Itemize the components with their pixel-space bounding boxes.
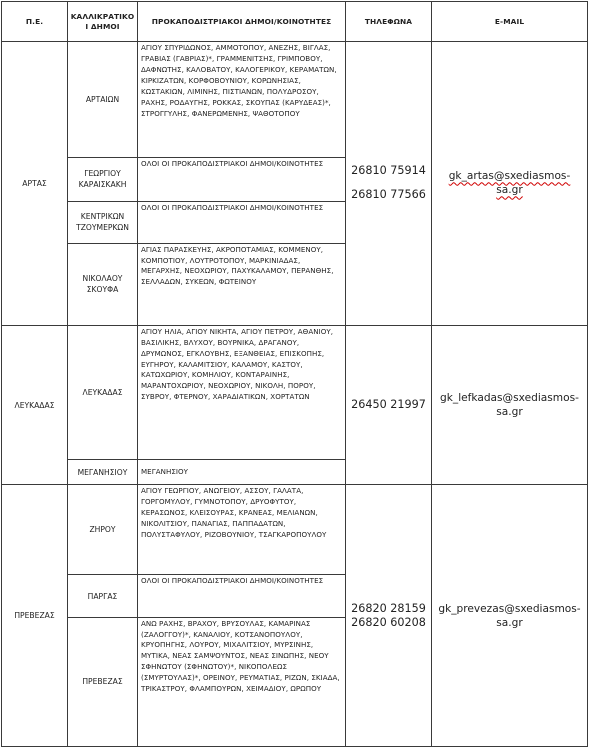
koinotites-cell: ΑΓΙΟΥ ΓΕΩΡΓΙΟΥ, ΑΝΩΓΕΙΟΥ, ΑΣΣΟΥ, ΓΑΛΑΤΑ, ΓΟΡΓΟΜΥΛΟΥ, ΓΥΜΝΟΤΟΠΟΥ, ΔΡΥΟΦΥΤΟΥ, ΚΕΡΑΣΩΝΟΣ, ΚΛΕΙΣΟΥΡΑΣ, ΚΡΑΝΕΑΣ, ΜΕΛΙΑΝΩΝ, ΝΙΚΟΛΙΤΣΙΟΥ, ΠΑΝΑΓΙΑΣ, ΠΑΠΠΑΔΑΤΩΝ, ΠΟΛΥΣΤΑΦΥΛΟΥ, ΡΙΖΟΒΟΥΝΙΟΥ, ΤΣΑΓΚΑΡΟΠΟΥΛΟΥ <box>138 485 346 575</box>
dimos-cell: ΖΗΡΟΥ <box>68 485 138 575</box>
header-proklapodistriakoi: ΠΡΟΚΑΠΟΔΙΣΤΡΙΑΚΟΙ ΔΗΜΟΙ/ΚΟΙΝΟΤΗΤΕΣ <box>138 2 346 42</box>
phone-number: 26810 77566 <box>351 188 426 202</box>
email-address[interactable]: gk_lefkadas@sxediasmos-sa.gr <box>440 392 579 419</box>
phone-cell-preveza <box>346 485 432 747</box>
table-row <box>2 325 588 459</box>
koinotites-cell: ΟΛΟΙ ΟΙ ΠΡΟΚΑΠΟΔΙΣΤΡΙΑΚΟΙ ΔΗΜΟΙ/ΚΟΙΝΟΤΗΤΕΣ <box>138 201 346 243</box>
email-address[interactable]: gk_artas@sxediasmos-sa.gr <box>448 170 571 197</box>
dimos-cell: ΓΕΩΡΓΙΟΥ ΚΑΡΑΙΣΚΑΚΗ <box>68 158 138 201</box>
dimos-cell: ΚΕΝΤΡΙΚΩΝ ΤΖΟΥΜΕΡΚΩΝ <box>68 201 138 243</box>
phone-number: 26810 75914 <box>351 164 426 178</box>
dimos-cell: ΛΕΥΚΑΔΑΣ <box>68 325 138 459</box>
phone-cell-arta <box>346 42 432 326</box>
phone-number: 26450 21997 <box>351 398 426 412</box>
dimos-cell: ΠΑΡΓΑΣ <box>68 575 138 617</box>
header-tilefona: ΤΗΛΕΦΩΝΑ <box>346 2 432 42</box>
header-pe: Π.Ε. <box>2 2 68 42</box>
email-cell-arta <box>432 42 588 326</box>
dimos-cell: ΠΡΕΒΕΖΑΣ <box>68 617 138 746</box>
dimos-cell: ΜΕΓΑΝΗΣΙΟΥ <box>68 460 138 485</box>
koinotites-cell: ΑΝΩ ΡΑΧΗΣ, ΒΡΑΧΟΥ, ΒΡΥΣΟΥΛΑΣ, ΚΑΜΑΡΙΝΑΣ (ΖΑΛΟΓΓΟΥ)*, ΚΑΝΑΛΙΟΥ, ΚΟΤΣΑΝΟΠΟΥΛΟΥ, ΚΡΥΟΠΗΓΗΣ, ΛΟΥΡΟΥ, ΜΙΧΑΛΙΤΣΙΟΥ, ΜΥΡΣΙΝΗΣ, ΜΥΤΙΚΑ, ΝΕΑΣ ΣΑΜΨΟΥΝΤΟΣ, ΝΕΑΣ ΣΙΝΩΠΗΣ, ΝΕΟΥ ΣΦΗΝΩΤΟΥ (ΣΦΗΝΩΤΟΥ)*, ΝΙΚΟΠΟΛΕΩΣ (ΣΜΥΡΤΟΥΛΑΣ)*, ΟΡΕΙΝΟΥ, ΡΕΥΜΑΤΙΑΣ, ΡΙΖΩΝ, ΣΚΙΑΔΑ, ΤΡΙΚΑΣΤΡΟΥ, ΦΛΑΜΠΟΥΡΩΝ, ΧΕΙΜΑΔΙΟΥ, ΩΡΩΠΟΥ <box>138 617 346 746</box>
table-row <box>2 42 588 158</box>
email-cell-lefkada <box>432 325 588 484</box>
phone-cell-lefkada <box>346 325 432 484</box>
email-address[interactable]: gk_prevezas@sxediasmos-sa.gr <box>438 602 581 629</box>
pe-cell-preveza: ΠΡΕΒΕΖΑΣ <box>2 485 68 747</box>
pe-cell-lefkada: ΛΕΥΚΑΔΑΣ <box>2 325 68 484</box>
header-email: E-MAIL <box>432 2 588 42</box>
koinotites-cell: ΜΕΓΑΝΗΣΙΟΥ <box>138 460 346 485</box>
contacts-table <box>1 1 588 747</box>
dimos-cell: ΝΙΚΟΛΑΟΥ ΣΚΟΥΦΑ <box>68 243 138 325</box>
header-row <box>2 2 588 42</box>
table-row <box>2 485 588 575</box>
koinotites-cell: ΑΓΙΟΥ ΣΠΥΡΙΔΩΝΟΣ, ΑΜΜΟΤΟΠΟΥ, ΑΝΕΖΗΣ, ΒΙΓΛΑΣ, ΓΡΑΒΙΑΣ (ΓΑΒΡΙΑΣ)*, ΓΡΑΜΜΕΝΙΤΣΗΣ, ΓΡΙΜΠΟΒΟΥ, ΔΑΦΝΩΤΗΣ, ΚΑΛΟΒΑΤΟΥ, ΚΑΛΟΓΕΡΙΚΟΥ, ΚΕΡΑΜΑΤΩΝ, ΚΙΡΚΙΖΑΤΩΝ, ΚΟΡΦΟΒΟΥΝΙΟΥ, ΚΟΡΩΝΗΣΙΑΣ, ΚΩΣΤΑΚΙΩΝ, ΛΙΜΙΝΗΣ, ΠΙΣΤΙΑΝΩΝ, ΠΟΛΥΔΡΟΣΟΥ, ΡΑΧΗΣ, ΡΟΔΑΥΓΗΣ, ΡΟΚΚΑΣ, ΣΚΟΥΠΑΣ (ΚΑΡΥΔΕΑΣ)*, ΣΤΡΟΓΓΥΛΗΣ, ΦΑΝΕΡΩΜΕΝΗΣ, ΨΑΘΟΤΟΠΟΥ <box>138 42 346 158</box>
phone-number: 26820 60208 <box>351 615 426 629</box>
koinotites-cell: ΟΛΟΙ ΟΙ ΠΡΟΚΑΠΟΔΙΣΤΡΙΑΚΟΙ ΔΗΜΟΙ/ΚΟΙΝΟΤΗΤΕΣ <box>138 158 346 201</box>
dimos-cell: ΑΡΤΑΙΩΝ <box>68 42 138 158</box>
koinotites-cell: ΟΛΟΙ ΟΙ ΠΡΟΚΑΠΟΔΙΣΤΡΙΑΚΟΙ ΔΗΜΟΙ/ΚΟΙΝΟΤΗΤΕΣ <box>138 575 346 617</box>
phone-number: 26820 28159 <box>351 601 426 615</box>
koinotites-cell: ΑΓΙΟΥ ΗΛΙΑ, ΑΓΙΟΥ ΝΙΚΗΤΑ, ΑΓΙΟΥ ΠΕΤΡΟΥ, ΑΘΑΝΙΟΥ, ΒΑΣΙΛΙΚΗΣ, ΒΛΥΧΟΥ, ΒΟΥΡΝΙΚΑ, ΔΡΑΓΑΝΟΥ, ΔΡΥΜΩΝΟΣ, ΕΓΚΛΟΥΒΗΣ, ΕΞΑΝΘΕΙΑΣ, ΕΠΙΣΚΟΠΗΣ, ΕΥΓΗΡΟΥ, ΚΑΛΑΜΙΤΣΙΟΥ, ΚΑΛΑΜΟΥ, ΚΑΣΤΟΥ, ΚΑΤΩΧΩΡΙΟΥ, ΚΟΜΗΛΙΟΥ, ΚΟΝΤΑΡΑΙΝΗΣ, ΜΑΡΑΝΤΟΧΩΡΙΟΥ, ΝΕΟΧΩΡΙΟΥ, ΝΙΚΟΛΗ, ΠΟΡΟΥ, ΣΥΒΡΟΥ, ΦΤΕΡΝΟΥ, ΧΑΡΑΔΙΑΤΙΚΩΝ, ΧΟΡΤΑΤΩΝ <box>138 325 346 459</box>
email-cell-preveza <box>432 485 588 747</box>
header-kallikratikoi-dimoi: ΚΑΛΛΙΚΡΑΤΙΚΟ Ι ΔΗΜΟΙ <box>68 2 138 42</box>
pe-cell-arta: ΑΡΤΑΣ <box>2 42 68 326</box>
koinotites-cell: ΑΓΙΑΣ ΠΑΡΑΣΚΕΥΗΣ, ΑΚΡΟΠΟΤΑΜΙΑΣ, ΚΟΜΜΕΝΟΥ, ΚΟΜΠΟΤΙΟΥ, ΛΟΥΤΡΟΤΟΠΟΥ, ΜΑΡΚΙΝΙΑΔΑΣ, ΜΕΓΑΡΧΗΣ, ΝΕΟΧΩΡΙΟΥ, ΠΑΧΥΚΑΛΑΜΟΥ, ΠΕΡΑΝΘΗΣ, ΣΕΛΛΑΔΩΝ, ΣΥΚΕΩΝ, ΦΩΤΕΙΝΟΥ <box>138 243 346 325</box>
